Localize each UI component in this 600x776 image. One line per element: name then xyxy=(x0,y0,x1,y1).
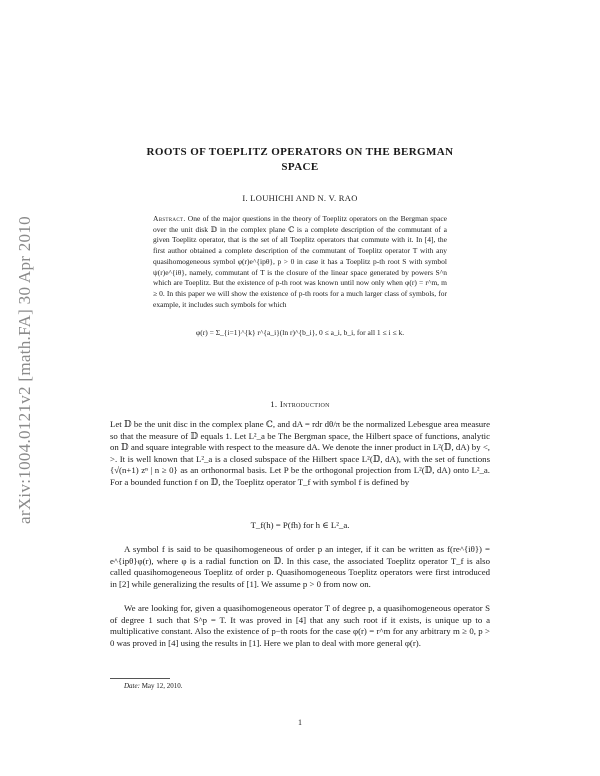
page-number: 1 xyxy=(298,718,302,727)
toeplitz-definition-formula: T_f(h) = P(fh) for h ∈ L²_a. xyxy=(250,520,350,530)
footnote-value: May 12, 2010. xyxy=(141,682,183,690)
paper-authors: I. LOUHICHI AND N. V. RAO xyxy=(242,193,358,203)
paper-title-line-1: ROOTS OF TOEPLITZ OPERATORS ON THE BERGMAN xyxy=(146,146,454,158)
paper-title-line-2: SPACE xyxy=(281,161,319,173)
abstract-label: Abstract. xyxy=(153,214,186,223)
footnote-date xyxy=(124,682,183,690)
paper-title xyxy=(120,145,480,175)
arxiv-identifier: arXiv:1004.0121v2 [math.FA] 30 Apr 2010 xyxy=(15,216,34,524)
abstract-block xyxy=(153,214,447,310)
abstract-text: One of the major questions in the theory of Toeplitz operators on the Bergman space over the unit disk 𝔻 in the complex plane ℂ is a complete description of the commutant of a given Toeplitz operator, that is the set of all Toeplitz operators that commute with it. In [4], the first author obtained a complete description of the commutant of Toeplitz operator T with any quasihomogeneous symbol φ(r)e^{ipθ}, p > 0 in case it has a Toeplitz p-th root S with symbol ψ(r)e^{iθ}, namely, commutant of T is the closure of the linear space generated by powers S^n which are Toeplitz. But the existence of p-th root was known until now only when φ(r) = r^m, m ≥ 0. In this paper we will show the existence of p-th roots for a much larger class of symbols, for example, it includes such symbols for which xyxy=(153,214,447,309)
footnote-label: Date: xyxy=(124,682,140,690)
intro-paragraph-3: We are looking for, given a quasihomogeneous operator T of degree p, a quasihomogeneous operator S of degree 1 such that S^p = T. It was proved in [4] that any such root if it exists, is unique up to a multiplicative constant. Also the existence of p−th roots for the case φ(r) = r^m for any arbitrary m ≥ 0, p > 0 was proved in [4] using the results in [1]. Here we plan to deal with more general φ(r). xyxy=(110,603,490,648)
intro-paragraph-2: A symbol f is said to be quasihomogeneous of order p an integer, if it can be written as f(re^{iθ}) = e^{ipθ}φ(r), where φ is a radial function on 𝔻. In this case, the associated Toeplitz operator T_f is also called quasihomogeneous Toeplitz of order p. Quasihomogeneous Toeplitz operators were first introduced in [2] while generalizing the results of [1]. We assume p > 0 from now on. xyxy=(110,544,490,589)
section-heading: 1. Introduction xyxy=(270,399,330,409)
footnote-rule xyxy=(110,678,170,679)
intro-paragraph-1: Let 𝔻 be the unit disc in the complex plane ℂ, and dA = rdr dθ/π be the normalized Lebesgue area measure so that the measure of 𝔻 equals 1. Let L²_a be The Bergman space, the Hilbert space of functions, analytic on 𝔻 and square integrable with respect to the measure dA. We denote the inner product in L²(𝔻, dA) by <, >. It is well known that L²_a is a closed subspace of the Hilbert space L²(𝔻, dA), with the set of functions {√(n+1) zⁿ | n ≥ 0} as an orthonormal basis. Let P be the orthogonal projection from L²(𝔻, dA) onto L²_a. For a bounded function f on 𝔻, the Toeplitz operator T_f with symbol f is defined by xyxy=(110,419,490,487)
abstract-display-formula: φ(r) = Σ_{i=1}^{k} r^{a_i}(ln r)^{b_i}, 0 ≤ a_i, b_i, for all 1 ≤ i ≤ k. xyxy=(195,328,405,337)
arxiv-identifier-margin xyxy=(14,180,36,560)
